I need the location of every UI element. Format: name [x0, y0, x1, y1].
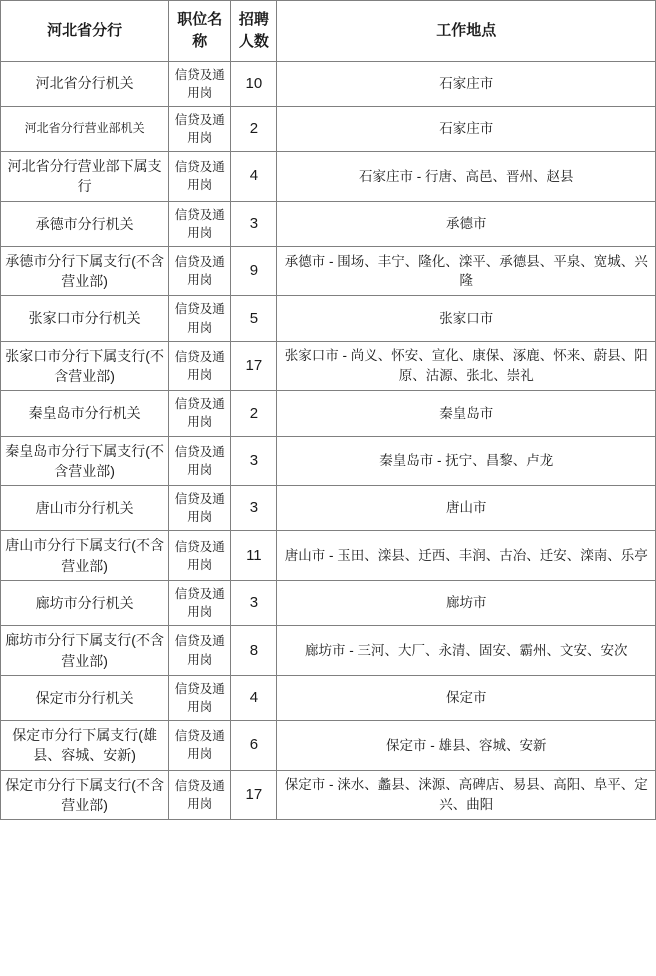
table-row [1, 106, 656, 151]
table-row [1, 296, 656, 341]
cell-branch: 河北省分行营业部下属支行 [1, 152, 169, 202]
table-row [1, 246, 656, 296]
table-row [1, 770, 656, 820]
cell-branch: 保定市分行机关 [1, 675, 169, 720]
table-row [1, 486, 656, 531]
cell-count: 11 [231, 531, 277, 581]
cell-branch: 河北省分行营业部机关 [1, 106, 169, 151]
cell-count: 2 [231, 106, 277, 151]
table-row [1, 341, 656, 391]
table-row [1, 391, 656, 436]
cell-location: 唐山市 - 玉田、滦县、迁西、丰润、古冶、迁安、滦南、乐亭 [277, 531, 656, 581]
table-row [1, 675, 656, 720]
table-row [1, 580, 656, 625]
table-header-row [1, 1, 656, 62]
cell-location: 秦皇岛市 - 抚宁、昌黎、卢龙 [277, 436, 656, 486]
table-row [1, 436, 656, 486]
cell-branch: 廊坊市分行下属支行(不含营业部) [1, 626, 169, 676]
cell-branch: 秦皇岛市分行下属支行(不含营业部) [1, 436, 169, 486]
cell-position: 信贷及通用岗 [169, 531, 231, 581]
cell-branch: 唐山市分行机关 [1, 486, 169, 531]
cell-position: 信贷及通用岗 [169, 391, 231, 436]
table-header [1, 1, 656, 62]
table-row [1, 721, 656, 771]
cell-position: 信贷及通用岗 [169, 770, 231, 820]
cell-branch: 保定市分行下属支行(雄县、容城、安新) [1, 721, 169, 771]
cell-count: 17 [231, 770, 277, 820]
cell-position: 信贷及通用岗 [169, 61, 231, 106]
cell-location: 石家庄市 [277, 61, 656, 106]
cell-count: 3 [231, 580, 277, 625]
cell-location: 承德市 - 围场、丰宁、隆化、滦平、承德县、平泉、宽城、兴隆 [277, 246, 656, 296]
cell-location: 唐山市 [277, 486, 656, 531]
cell-location: 秦皇岛市 [277, 391, 656, 436]
cell-position: 信贷及通用岗 [169, 246, 231, 296]
cell-position: 信贷及通用岗 [169, 341, 231, 391]
cell-count: 3 [231, 486, 277, 531]
cell-count: 3 [231, 201, 277, 246]
cell-location: 廊坊市 [277, 580, 656, 625]
table-body [1, 61, 656, 820]
cell-position: 信贷及通用岗 [169, 436, 231, 486]
cell-branch: 承德市分行机关 [1, 201, 169, 246]
column-header-location: 工作地点 [277, 1, 656, 62]
cell-count: 8 [231, 626, 277, 676]
cell-branch: 唐山市分行下属支行(不含营业部) [1, 531, 169, 581]
cell-branch: 承德市分行下属支行(不含营业部) [1, 246, 169, 296]
cell-location: 保定市 - 雄县、容城、安新 [277, 721, 656, 771]
cell-branch: 秦皇岛市分行机关 [1, 391, 169, 436]
cell-location: 石家庄市 - 行唐、高邑、晋州、赵县 [277, 152, 656, 202]
cell-position: 信贷及通用岗 [169, 675, 231, 720]
table-row [1, 61, 656, 106]
cell-branch: 张家口市分行下属支行(不含营业部) [1, 341, 169, 391]
table-row [1, 152, 656, 202]
cell-location: 保定市 [277, 675, 656, 720]
cell-location: 张家口市 [277, 296, 656, 341]
cell-position: 信贷及通用岗 [169, 201, 231, 246]
cell-location: 保定市 - 涞水、蠡县、涞源、高碑店、易县、高阳、阜平、定兴、曲阳 [277, 770, 656, 820]
cell-count: 4 [231, 675, 277, 720]
column-header-count: 招聘人数 [231, 1, 277, 62]
cell-count: 6 [231, 721, 277, 771]
cell-position: 信贷及通用岗 [169, 152, 231, 202]
cell-count: 2 [231, 391, 277, 436]
cell-location: 廊坊市 - 三河、大厂、永清、固安、霸州、文安、安次 [277, 626, 656, 676]
cell-count: 9 [231, 246, 277, 296]
cell-location: 石家庄市 [277, 106, 656, 151]
table-row [1, 531, 656, 581]
cell-position: 信贷及通用岗 [169, 626, 231, 676]
table-row [1, 201, 656, 246]
cell-position: 信贷及通用岗 [169, 486, 231, 531]
cell-position: 信贷及通用岗 [169, 106, 231, 151]
column-header-branch: 河北省分行 [1, 1, 169, 62]
cell-count: 3 [231, 436, 277, 486]
cell-branch: 廊坊市分行机关 [1, 580, 169, 625]
table-row [1, 626, 656, 676]
cell-position: 信贷及通用岗 [169, 296, 231, 341]
cell-location: 张家口市 - 尚义、怀安、宣化、康保、涿鹿、怀来、蔚县、阳原、沽源、张北、崇礼 [277, 341, 656, 391]
cell-branch: 河北省分行机关 [1, 61, 169, 106]
cell-count: 5 [231, 296, 277, 341]
cell-position: 信贷及通用岗 [169, 580, 231, 625]
cell-position: 信贷及通用岗 [169, 721, 231, 771]
column-header-position: 职位名称 [169, 1, 231, 62]
cell-branch: 张家口市分行机关 [1, 296, 169, 341]
cell-count: 4 [231, 152, 277, 202]
cell-count: 17 [231, 341, 277, 391]
cell-count: 10 [231, 61, 277, 106]
cell-branch: 保定市分行下属支行(不含营业部) [1, 770, 169, 820]
cell-location: 承德市 [277, 201, 656, 246]
